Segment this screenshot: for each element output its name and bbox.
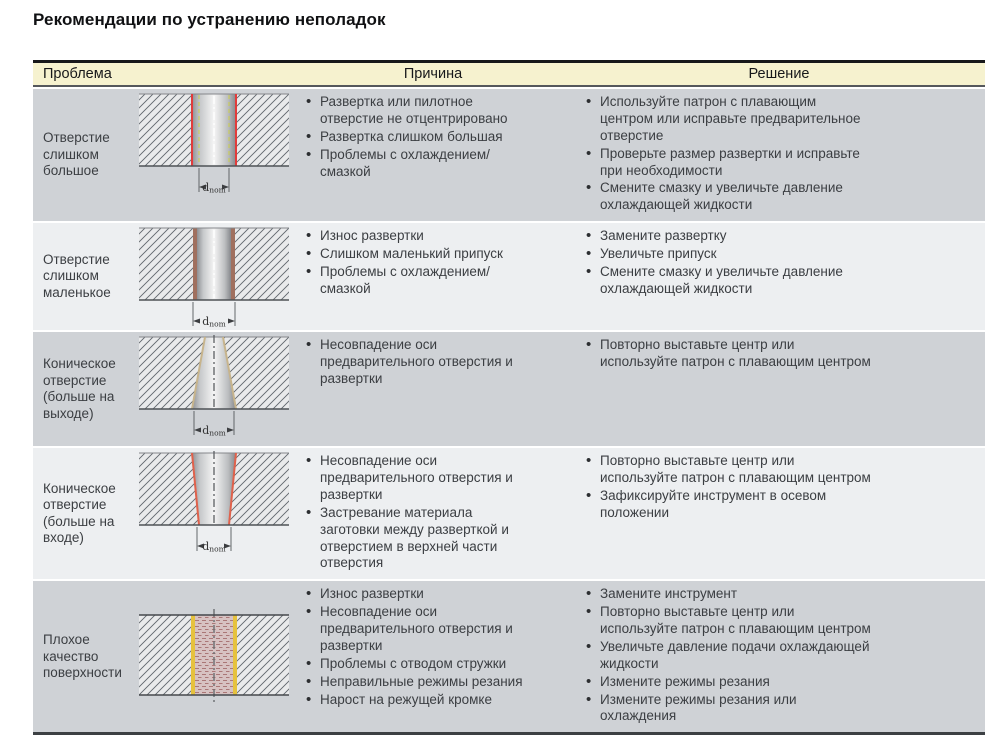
cause-item: • Несовпадение оси предварительного отверстия и развертки xyxy=(305,337,525,388)
diagram-poor-surface-finish xyxy=(139,607,289,707)
troubleshooting-table xyxy=(33,60,985,735)
causes-cell xyxy=(293,223,573,305)
problem-label: Отверстие слишком большое xyxy=(43,130,110,179)
table-row xyxy=(33,223,985,330)
problem-label: Коническое отверстие (больше на входе) xyxy=(43,480,116,546)
solutions-cell xyxy=(573,223,985,305)
solution-item: • Увеличьте припуск xyxy=(585,246,872,263)
dimension-label: dnom xyxy=(202,181,226,195)
cause-item: • Неправильные режимы резания xyxy=(305,674,525,691)
solutions-cell xyxy=(573,332,985,378)
column-header-cause: Причина xyxy=(403,66,463,82)
causes-cell xyxy=(293,332,573,395)
table-row xyxy=(33,332,985,446)
solution-item: • Замените развертку xyxy=(585,228,872,245)
problem-label: Отверстие слишком маленькое xyxy=(43,251,111,300)
solution-item: • Измените режимы резания xyxy=(585,674,872,691)
cause-item: • Несовпадение оси предварительного отверстия и развертки xyxy=(305,604,525,655)
page-title: Рекомендации по устранению неполадок xyxy=(33,10,386,29)
cause-item: • Износ развертки xyxy=(305,228,525,245)
cause-item: • Нарост на режущей кромке xyxy=(305,692,525,709)
solution-item: • Смените смазку и увеличьте давление охлаждающей жидкости xyxy=(585,180,872,214)
solutions-cell xyxy=(573,448,985,529)
solution-item: • Замените инструмент xyxy=(585,586,872,603)
cause-item: • Проблемы с отводом стружки xyxy=(305,656,525,673)
causes-cell xyxy=(293,448,573,579)
table-header-row xyxy=(33,60,985,87)
table-row xyxy=(33,581,985,732)
diagram-taper-larger-at-exit xyxy=(139,335,289,439)
solutions-cell xyxy=(573,89,985,221)
solution-item: • Повторно выставьте центр или используйте патрон с плавающим центром xyxy=(585,453,872,487)
cause-item: • Развертка слишком большая xyxy=(305,129,525,146)
table-row xyxy=(33,89,985,221)
solution-item: • Зафиксируйте инструмент в осевом положении xyxy=(585,488,872,522)
solutions-cell xyxy=(573,581,985,732)
cause-item: • Проблемы с охлаждением/смазкой xyxy=(305,147,525,181)
cause-item: • Застревание материала заготовки между разверткой и отверстием в верхней части отверстия xyxy=(305,505,525,573)
solution-item: • Измените режимы резания или охлаждения xyxy=(585,692,872,726)
problem-label: Коническое отверстие (больше на выходе) xyxy=(43,356,116,421)
column-header-solution: Решение xyxy=(748,66,810,82)
dimension-label: dnom xyxy=(202,424,226,438)
solution-item: • Повторно выставьте центр или используйте патрон с плавающим центром xyxy=(585,604,872,638)
solution-item: • Повторно выставьте центр или используйте патрон с плавающим центром xyxy=(585,337,872,371)
dimension-label: dnom xyxy=(202,315,226,329)
causes-cell xyxy=(293,89,573,187)
solution-item: • Смените смазку и увеличьте давление охлаждающей жидкости xyxy=(585,264,872,298)
solution-item: • Увеличьте давление подачи охлаждающей жидкости xyxy=(585,639,872,673)
causes-cell xyxy=(293,581,573,715)
diagram-hole-too-large xyxy=(139,92,289,196)
cause-item: • Слишком маленький припуск xyxy=(305,246,525,263)
diagram-taper-larger-at-entry xyxy=(139,451,289,555)
cause-item: • Износ развертки xyxy=(305,586,525,603)
problem-label: Плохое качество поверхности xyxy=(43,632,122,680)
cause-item: • Несовпадение оси предварительного отверстия и развертки xyxy=(305,453,525,504)
dimension-label: dnom xyxy=(202,540,226,554)
cause-item: • Проблемы с охлаждением/смазкой xyxy=(305,264,525,298)
cause-item: • Развертка или пилотное отверстие не отцентрировано xyxy=(305,94,525,128)
table-row xyxy=(33,448,985,579)
column-header-problem: Проблема xyxy=(43,66,112,82)
solution-item: • Используйте патрон с плавающим центром или исправьте предварительное отверстие xyxy=(585,94,872,145)
solution-item: • Проверьте размер развертки и исправьте при необходимости xyxy=(585,146,872,180)
diagram-hole-too-small xyxy=(139,226,289,330)
